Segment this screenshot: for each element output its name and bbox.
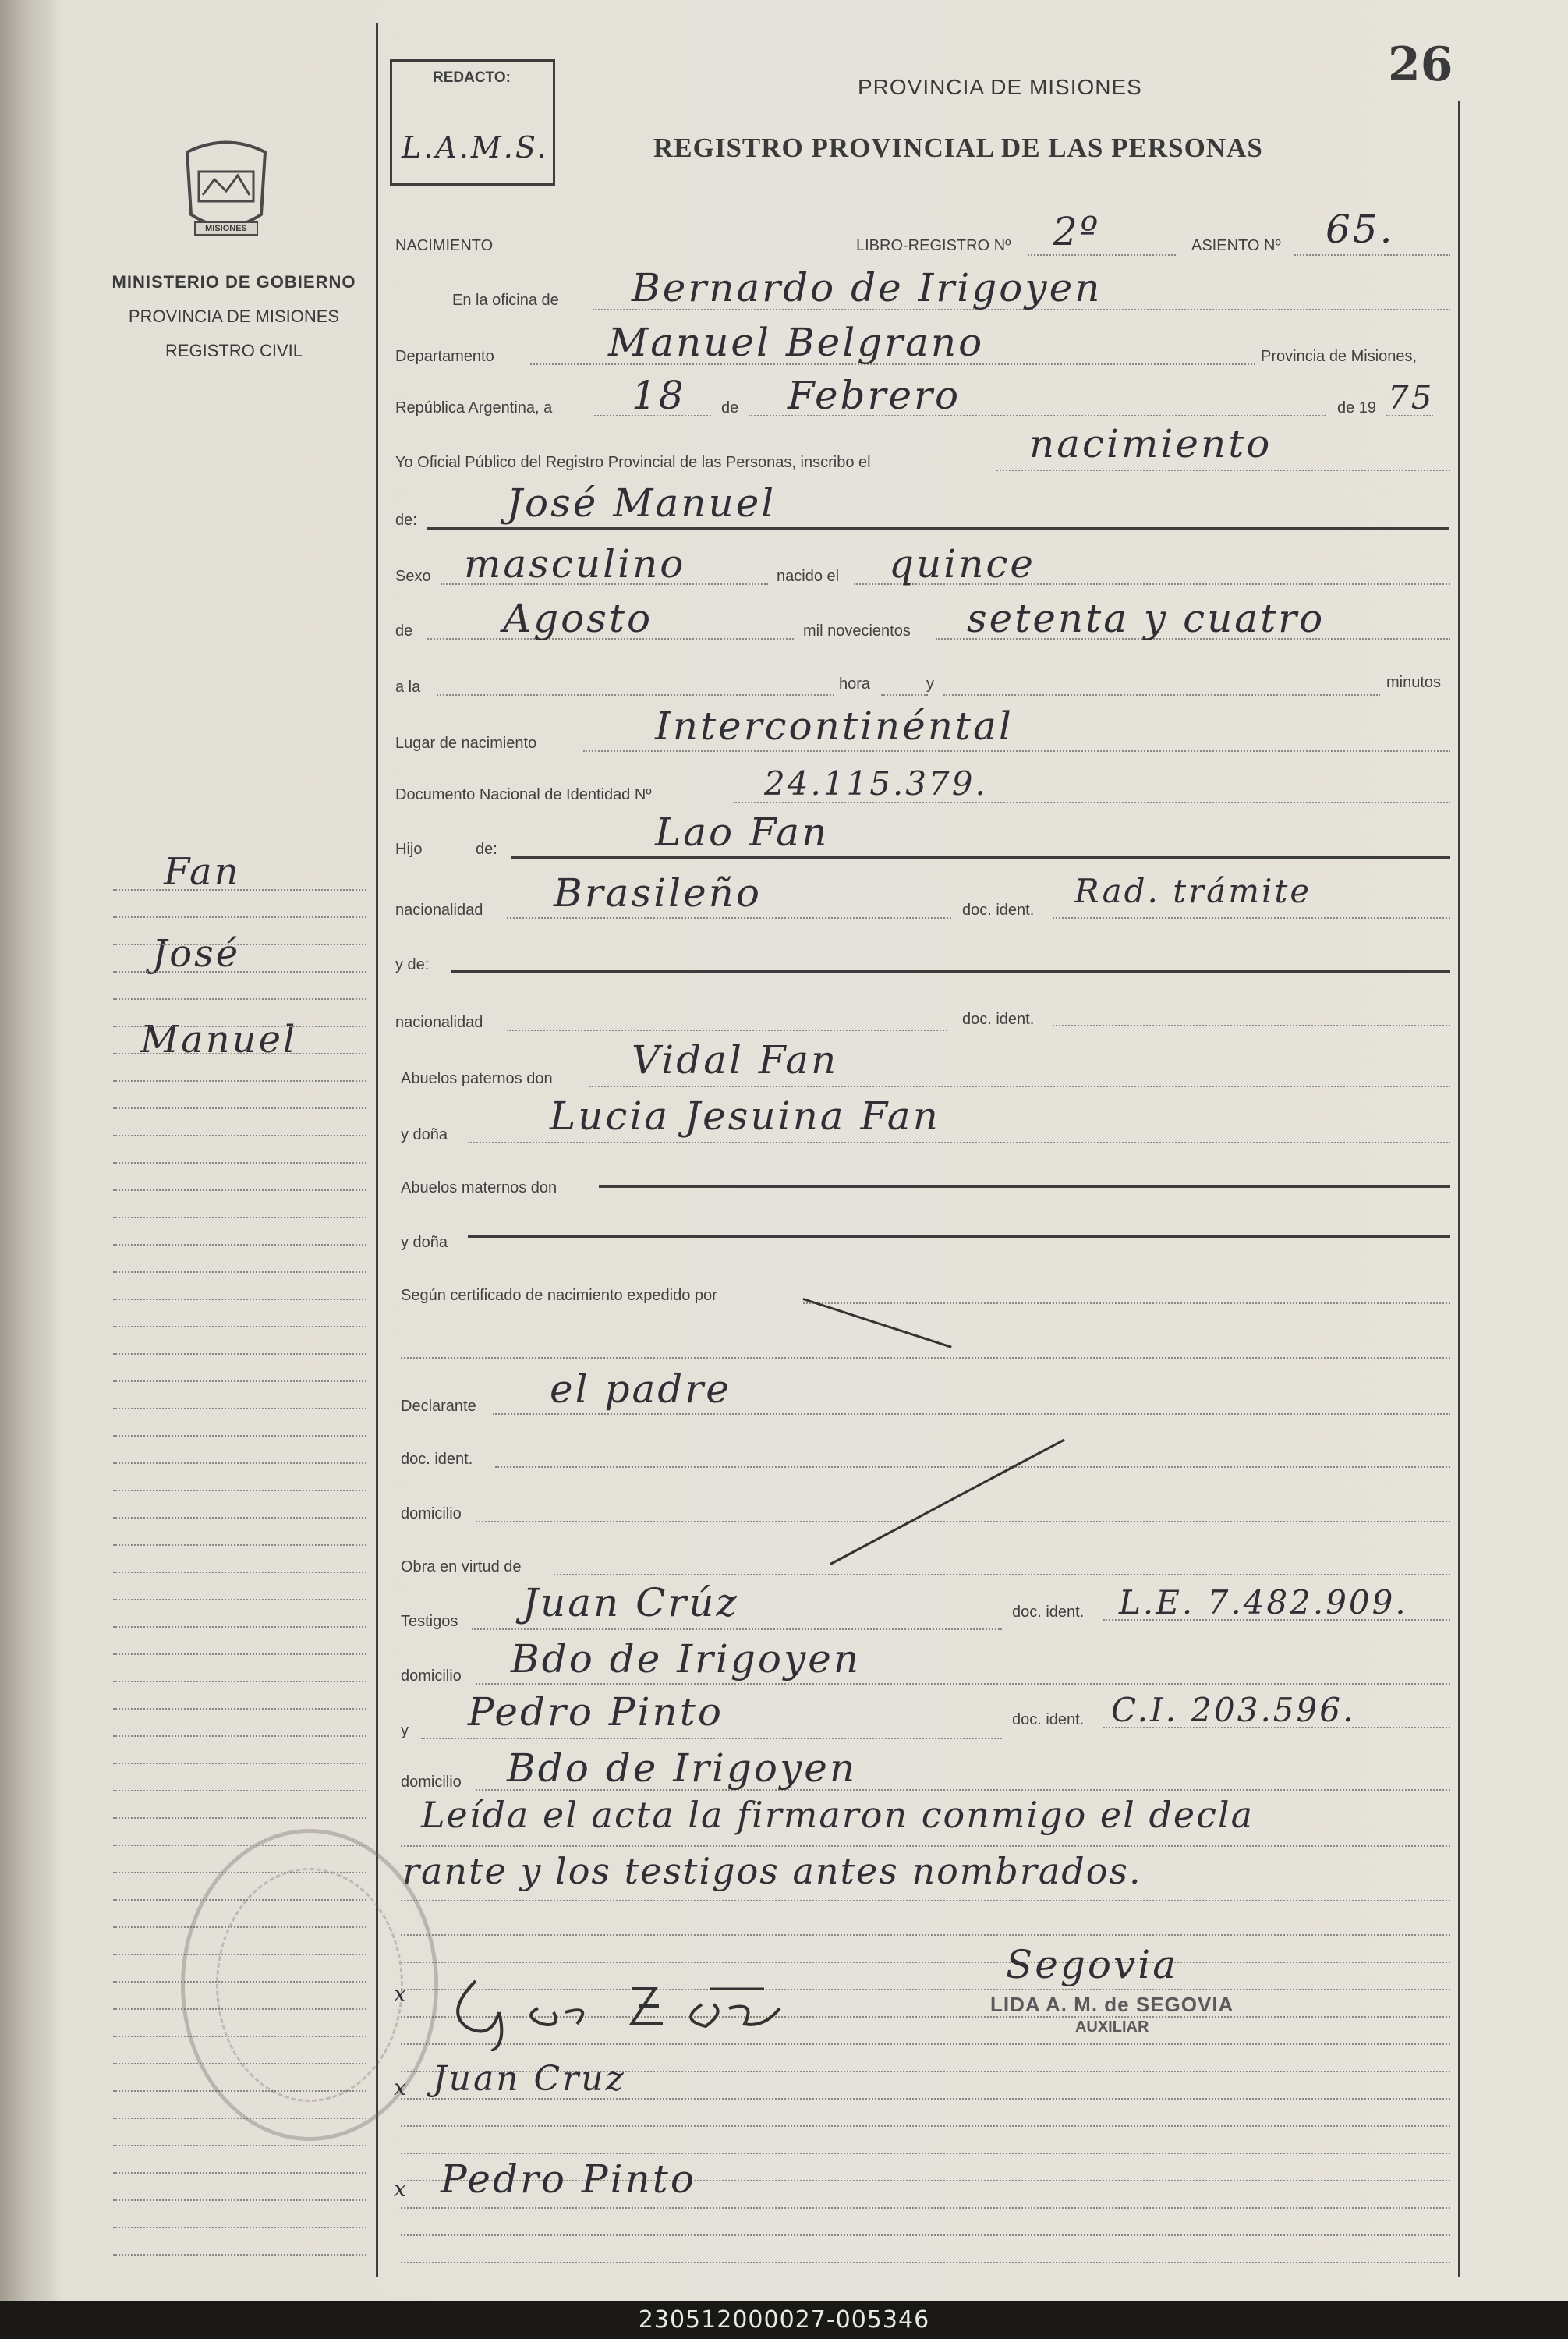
- abuelos-p-label: Abuelos paternos don: [401, 1070, 553, 1087]
- redacto-box: [390, 59, 555, 186]
- sexo-label: Sexo: [395, 568, 431, 585]
- docident-label: doc. ident.: [962, 902, 1035, 919]
- testigo1-line: [472, 1628, 1002, 1630]
- testigo1-doc: L.E. 7.482.909.: [1119, 1583, 1408, 1621]
- segun-cancel-stroke: [803, 1298, 952, 1348]
- mil-value: setenta y cuatro: [967, 596, 1326, 641]
- margin-rule: [113, 1599, 366, 1600]
- redacto-label: REDACTO:: [433, 69, 511, 86]
- mark-x-2: x: [394, 2075, 409, 2100]
- ydona-label: y doña: [401, 1126, 448, 1143]
- margin-rule: [113, 1517, 366, 1519]
- asiento-value: 65.: [1326, 207, 1395, 252]
- oficial-label: Yo Oficial Público del Registro Provincial de las Personas, inscribo el: [395, 454, 871, 471]
- province-title: PROVINCIA DE MISIONES: [858, 75, 1142, 99]
- seal-emblem: [175, 136, 277, 242]
- declarante-label: Declarante: [401, 1398, 476, 1415]
- witness1-signature: Juan Cruz: [433, 2059, 626, 2099]
- asiento-label: ASIENTO Nº: [1191, 237, 1281, 254]
- registry-name: REGISTRO CIVIL: [165, 341, 303, 360]
- provincia-label: Provincia de Misiones,: [1261, 348, 1418, 365]
- declarante-cancel-stroke: [830, 1439, 1065, 1565]
- official-handwritten-signature: Segovia: [1006, 1942, 1178, 1987]
- domicilio2-line: [476, 1683, 1450, 1685]
- lugar-line: [583, 750, 1450, 752]
- nacionalidad-label: nacionalidad: [395, 902, 483, 919]
- left-header: [101, 265, 366, 368]
- margin-rule: [113, 1162, 366, 1164]
- margin-rule: [113, 1026, 366, 1027]
- hijo-prefix: Hij: [395, 841, 414, 858]
- margin-rule: [113, 1626, 366, 1628]
- margin-rule: [113, 1244, 366, 1246]
- margin-rule: [113, 1189, 366, 1191]
- libro-value: 2º: [1053, 209, 1101, 254]
- page-number: 26: [1388, 37, 1453, 92]
- yde-label: y de:: [395, 956, 430, 973]
- signature-rule: [401, 2234, 1450, 2236]
- mil-label: mil novecientos: [803, 622, 911, 640]
- mark-x-3: x: [394, 2176, 409, 2202]
- oficial-value: nacimiento: [1029, 421, 1272, 466]
- year-label: de 19: [1337, 399, 1377, 416]
- segun-line-2: [401, 1357, 1450, 1359]
- image-id-footer: 230512000027-005346: [0, 2301, 1568, 2339]
- obra-label: Obra en virtud de: [401, 1558, 522, 1575]
- margin-rule: [113, 1380, 366, 1382]
- docident5-label: doc. ident.: [1012, 1711, 1085, 1728]
- margin-rule: [113, 1080, 366, 1082]
- abuelos-p-line: [589, 1086, 1450, 1087]
- y2-label: y: [401, 1722, 409, 1739]
- month-value: Febrero: [788, 373, 961, 418]
- official-name-stamp: [990, 1993, 1234, 2036]
- margin-rule: [113, 1735, 366, 1737]
- declarante-signature: [444, 1965, 850, 2055]
- margin-rule: [113, 1435, 366, 1437]
- year-value: 75: [1388, 378, 1435, 416]
- de2-label: de:: [395, 512, 417, 529]
- signature-rule: [401, 2125, 1450, 2127]
- margin-rule: [113, 1572, 366, 1573]
- hora-line: [881, 694, 928, 696]
- sexo-value: masculino: [464, 541, 686, 587]
- official-role: AUXILIAR: [1074, 2018, 1149, 2036]
- ydona-value: Lucia Jesuina Fan: [550, 1093, 940, 1139]
- nacionalidad-value: Brasileño: [554, 870, 762, 916]
- libro-line: [1028, 254, 1176, 256]
- margin-rule: [113, 2254, 366, 2256]
- margin-rule: [113, 998, 366, 1000]
- ala-line: [437, 694, 834, 696]
- margin-rule: [113, 2227, 366, 2228]
- stamp-inner-ring: [216, 1868, 403, 2102]
- seal-text: MISIONES: [205, 224, 247, 233]
- declarante-line: [493, 1413, 1450, 1415]
- margin-rule: [113, 1653, 366, 1655]
- oficina-value: Bernardo de Irigoyen: [632, 265, 1103, 310]
- nacido-value: quince: [889, 541, 1035, 587]
- obra-line: [554, 1574, 1450, 1575]
- domicilio-label: domicilio: [401, 1505, 462, 1522]
- name-line: [427, 527, 1449, 530]
- nacido-label: nacido el: [777, 568, 840, 585]
- docident-value: Rad. trámite: [1074, 872, 1312, 910]
- margin-rule: [113, 916, 366, 918]
- dni-value: 24.115.379.: [764, 764, 988, 803]
- nacionalidad2-label: nacionalidad: [395, 1014, 483, 1031]
- margin-rule: [113, 1708, 366, 1710]
- domicilio3-value: Bdo de Irigoyen: [507, 1745, 858, 1791]
- departamento-label: Departamento: [395, 348, 494, 365]
- docident3-label: doc. ident.: [401, 1451, 473, 1468]
- de3-label: de: [395, 622, 413, 640]
- docident2-label: doc. ident.: [962, 1011, 1035, 1028]
- margin-rule: [113, 2172, 366, 2174]
- testigo2-doc: C.I. 203.596.: [1111, 1691, 1356, 1729]
- oficial-line: [996, 470, 1450, 471]
- closing-line-1-rule: [401, 1845, 1450, 1847]
- hora-label: hora: [839, 675, 871, 693]
- ydona2-line: [468, 1235, 1450, 1238]
- minutos-label: minutos: [1386, 674, 1442, 691]
- docident2-line: [1053, 1025, 1450, 1026]
- margin-rule: [113, 1271, 366, 1273]
- margin-rule: [113, 1326, 366, 1327]
- closing-line-2-rule: [401, 1900, 1450, 1901]
- ala-label: a la: [395, 679, 421, 696]
- libro-label: LIBRO-REGISTRO Nº: [856, 237, 1011, 254]
- book-spine: [0, 0, 62, 2301]
- margin-rule: [113, 944, 366, 945]
- lugar-value: Intercontinéntal: [655, 703, 1014, 749]
- domicilio-line: [476, 1521, 1450, 1522]
- testigo1-value: Juan Crúz: [522, 1580, 739, 1625]
- margin-rule: [113, 1490, 366, 1491]
- hijo-suffix: o: [413, 841, 423, 858]
- hijo-label: [395, 841, 422, 859]
- margin-rule: [113, 1544, 366, 1546]
- margin-rule: [113, 2199, 366, 2201]
- closing-line-1: Leída el acta la firmaron conmigo el decla: [421, 1794, 1255, 1836]
- margin-rule: [113, 1217, 366, 1218]
- mes-value: Agosto: [503, 596, 653, 641]
- de-label: de: [721, 399, 739, 416]
- name-value: José Manuel: [507, 480, 777, 526]
- margin-rule: [113, 1681, 366, 1682]
- margin-rule: [113, 1053, 366, 1054]
- margin-rule: [113, 2145, 366, 2146]
- margin-first-name: José: [152, 932, 241, 976]
- minutos-line: [943, 694, 1380, 696]
- margin-rule: [113, 1299, 366, 1300]
- signature-rule: [401, 2153, 1450, 2154]
- hijo-value: Lao Fan: [655, 810, 830, 855]
- province-name: PROVINCIA DE MISIONES: [128, 307, 340, 326]
- testigos-label: Testigos: [401, 1613, 458, 1630]
- redacto-value: L.A.M.S.: [402, 130, 549, 165]
- margin-rule: [113, 1135, 366, 1136]
- testigo2-value: Pedro Pinto: [468, 1689, 724, 1735]
- margin-rule: [113, 1353, 366, 1355]
- ydona-line: [468, 1142, 1450, 1143]
- testigo2-line: [421, 1738, 1002, 1739]
- day-value: 18: [632, 373, 686, 418]
- asiento-line: [1294, 254, 1450, 256]
- nacionalidad2-line: [507, 1030, 947, 1031]
- hijo-de-label: de:: [476, 841, 497, 858]
- yde-line: [451, 970, 1450, 973]
- segun-line: [803, 1302, 1450, 1304]
- margin-middle-name: Manuel: [140, 1018, 298, 1061]
- docident3-line: [495, 1466, 1450, 1468]
- ydona2-label: y doña: [401, 1234, 448, 1251]
- signature-rule: [401, 1934, 1450, 1936]
- y-label: y: [926, 675, 934, 693]
- margin-rule: [113, 1107, 366, 1109]
- domicilio3-label: domicilio: [401, 1774, 462, 1791]
- oficina-label: En la oficina de: [452, 292, 559, 309]
- abuelos-p-value: Vidal Fan: [632, 1037, 839, 1083]
- margin-rule: [113, 1408, 366, 1409]
- margin-rule: [113, 1790, 366, 1791]
- nacionalidad-line: [507, 917, 951, 919]
- segun-label: Según certificado de nacimiento expedido por: [401, 1287, 717, 1304]
- margin-rule: [113, 1462, 366, 1464]
- signature-rule: [401, 1962, 1450, 1963]
- ministry-name: MINISTERIO DE GOBIERNO: [111, 272, 356, 292]
- right-border-line: [1458, 101, 1460, 2277]
- signature-rule: [401, 2262, 1450, 2263]
- docident4-label: doc. ident.: [1012, 1604, 1085, 1621]
- margin-rule: [113, 889, 366, 891]
- lugar-label: Lugar de nacimiento: [395, 735, 537, 752]
- departamento-value: Manuel Belgrano: [608, 320, 985, 365]
- margin-rule: [113, 971, 366, 973]
- margin-surname: Fan: [164, 850, 241, 894]
- margin-rule: [113, 1763, 366, 1764]
- domicilio2-label: domicilio: [401, 1667, 462, 1685]
- dni-label: Documento Nacional de Identidad Nº: [395, 786, 652, 803]
- nacimiento-label: NACIMIENTO: [395, 237, 494, 254]
- abuelos-m-label: Abuelos maternos don: [401, 1179, 557, 1196]
- signature-rule: [401, 2207, 1450, 2209]
- docident-line: [1053, 917, 1450, 919]
- mark-x-1: x: [394, 1981, 409, 2007]
- domicilio2-value: Bdo de Irigoyen: [511, 1636, 862, 1682]
- abuelos-m-line: [599, 1185, 1450, 1188]
- registry-title: REGISTRO PROVINCIAL DE LAS PERSONAS: [653, 133, 1263, 163]
- margin-rule: [113, 1817, 366, 1819]
- declarante-value: el padre: [550, 1366, 731, 1412]
- official-name: LIDA A. M. de SEGOVIA: [990, 1993, 1234, 2016]
- republica-label: República Argentina, a: [395, 399, 553, 416]
- witness2-signature: Pedro Pinto: [441, 2156, 696, 2202]
- hijo-line: [511, 856, 1450, 859]
- closing-line-2: rante y los testigos antes nombrados.: [402, 1850, 1142, 1892]
